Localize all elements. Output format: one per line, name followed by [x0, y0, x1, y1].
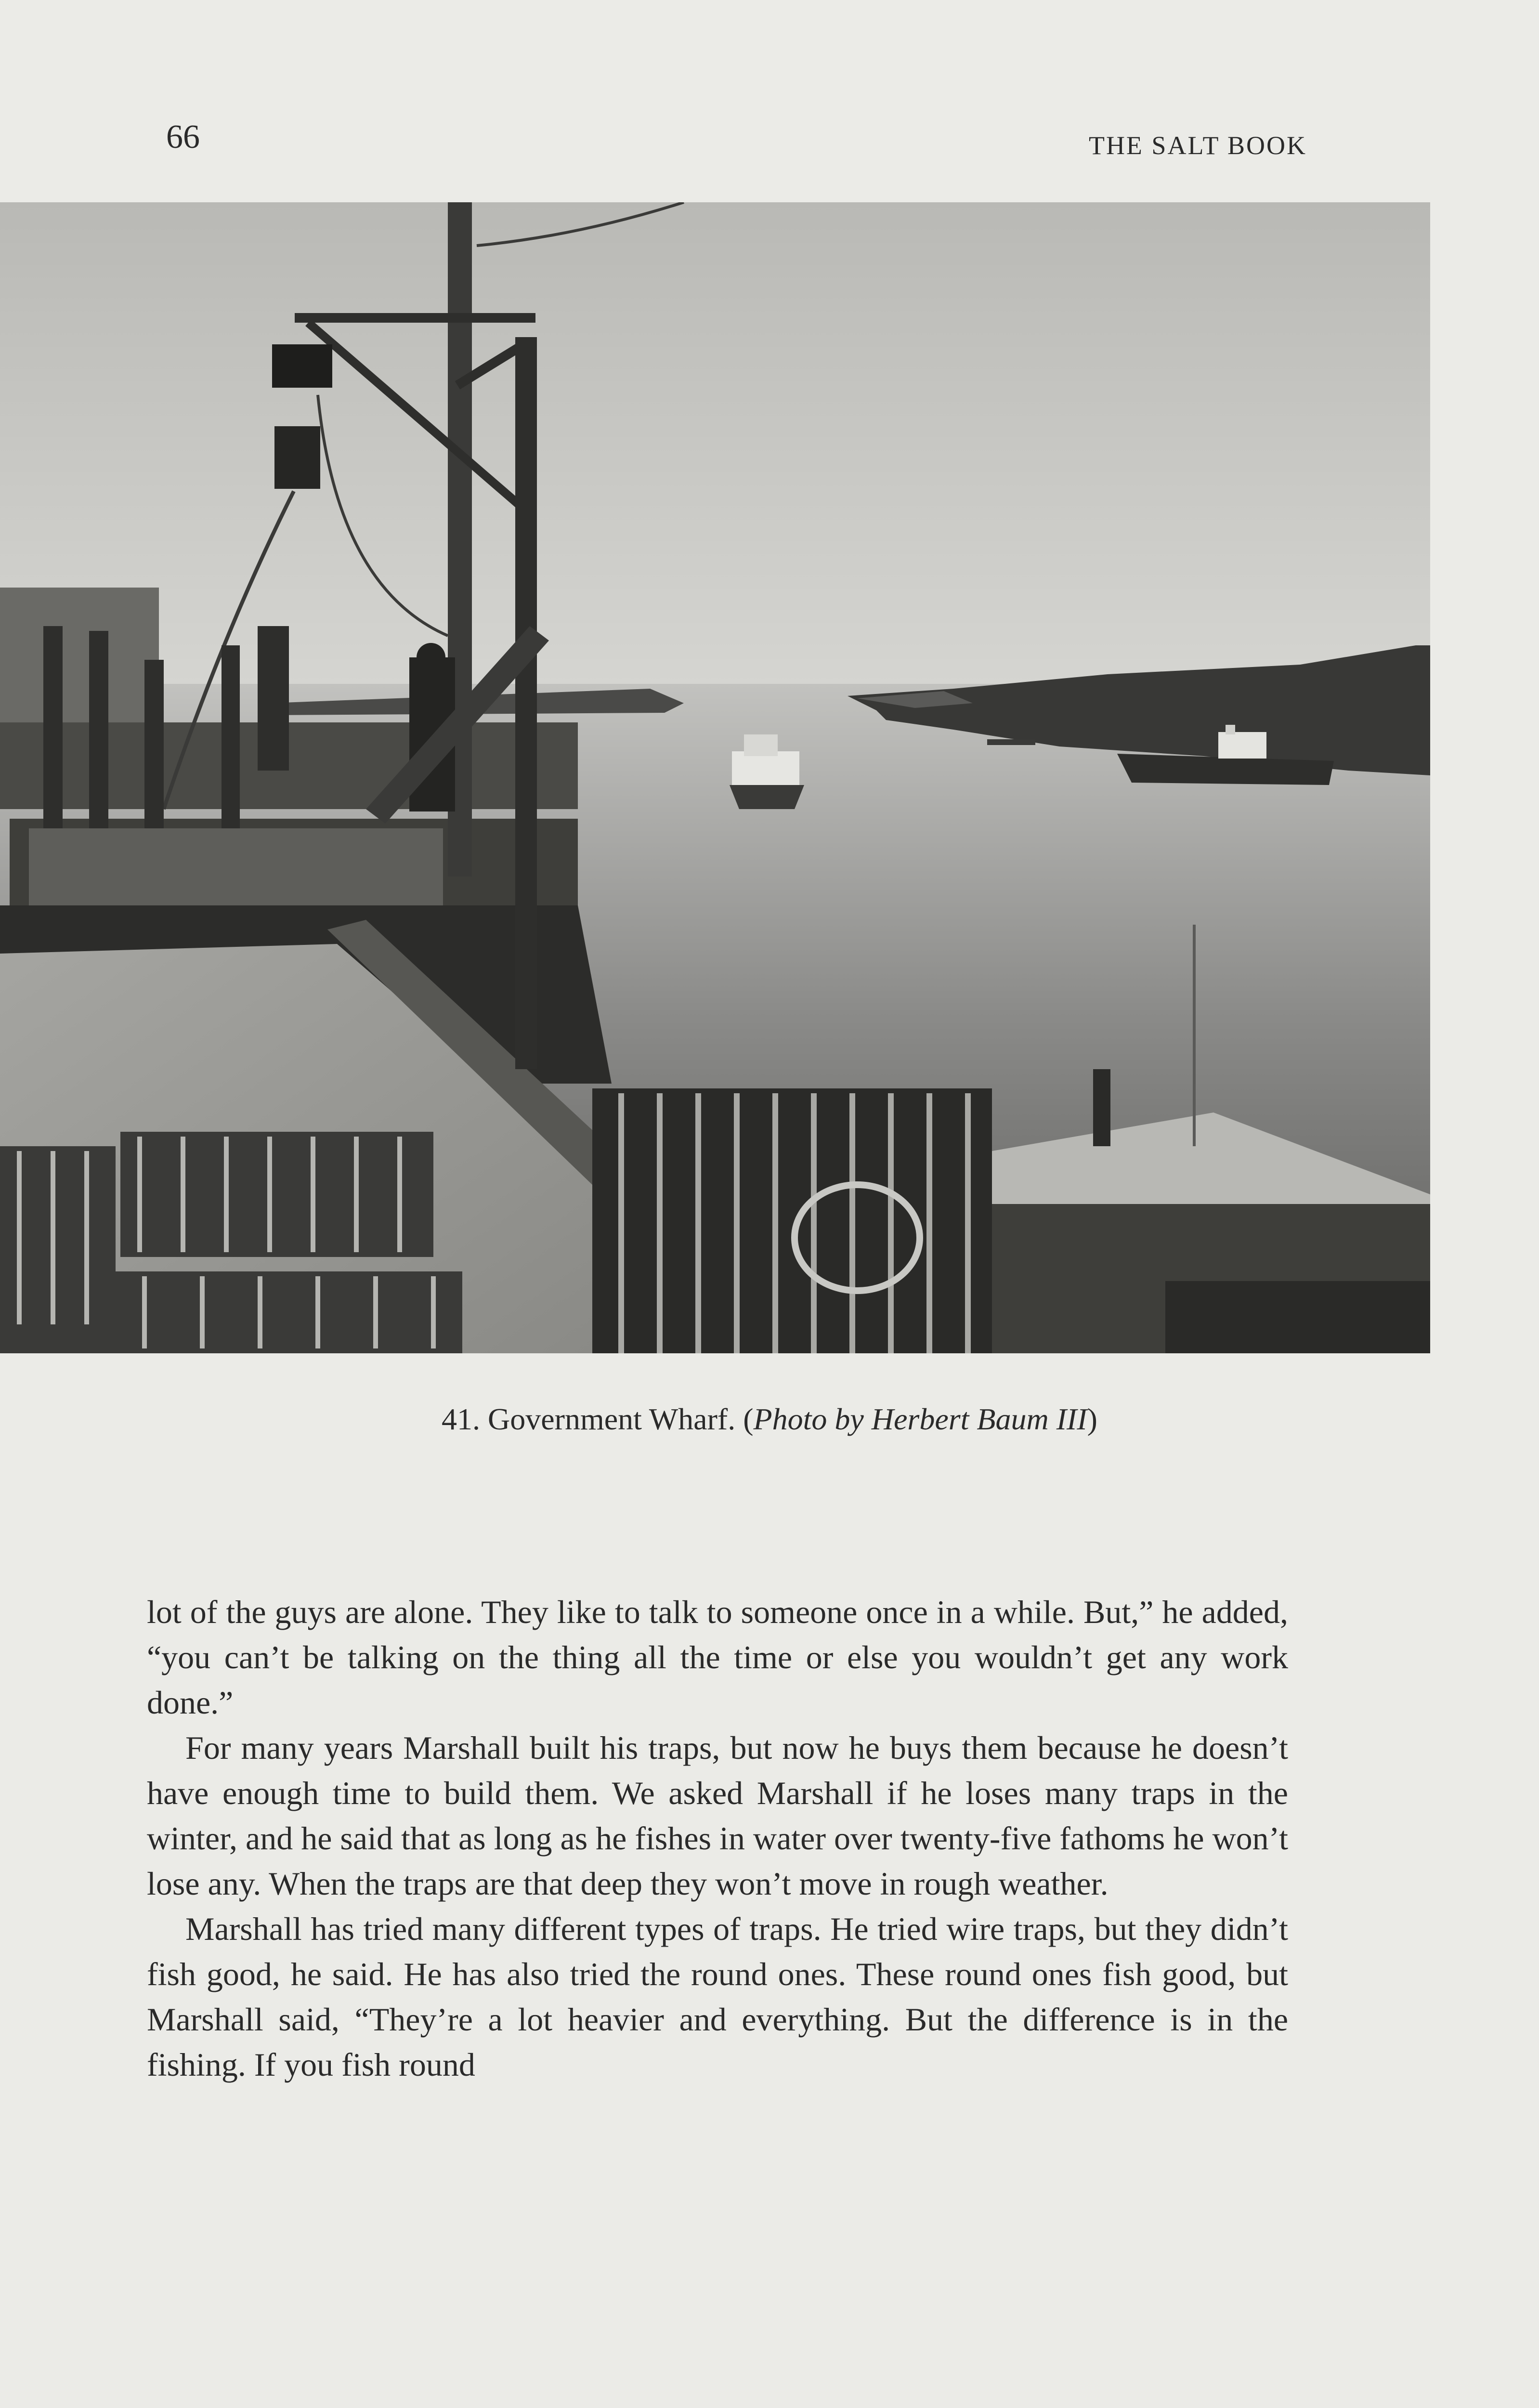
- wharf-photograph: [0, 202, 1430, 1353]
- page-number: 66: [166, 118, 200, 156]
- paragraph: Marshall has tried many different types of traps. He tried wire traps, but they didn’t fish good, he said. He has also tried the round ones. These round ones fish good, but Marshall said, “They’re a lot heavier and everything. But the difference is in the fishing. If you fish round: [147, 1911, 1288, 2083]
- paragraph: lot of the guys are alone. They like to talk to someone once in a while. But,” he added, “you can’t be talking on the thing all the time or else you wouldn’t get any work done.”: [147, 1594, 1288, 1721]
- caption-prefix: 41. Government Wharf. (: [442, 1402, 754, 1436]
- figure-caption: [0, 1404, 1539, 1435]
- caption-suffix: ): [1087, 1402, 1097, 1436]
- body-text: [147, 1589, 1288, 2087]
- caption-credit: Photo by Herbert Baum III: [753, 1402, 1087, 1436]
- paragraph: For many years Marshall built his traps, but now he buys them because he doesn’t have enough time to build them. We asked Marshall if he loses many traps in the winter, and he said that as long as he fishes in water over twenty-five fathoms he won’t lose any. When the traps are that deep they won’t move in rough weather.: [147, 1729, 1288, 1902]
- running-head: THE SALT BOOK: [1088, 131, 1307, 160]
